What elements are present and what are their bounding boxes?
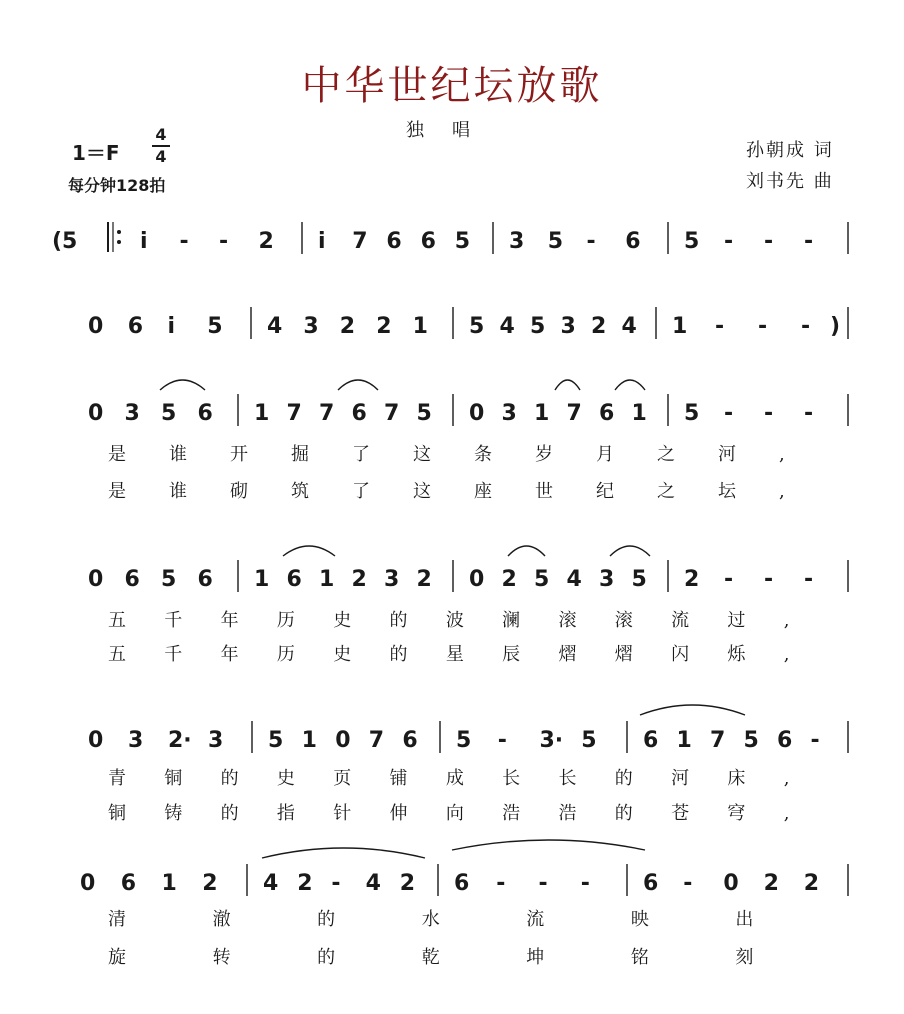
score-note: 1 bbox=[676, 728, 692, 753]
lyric-char: , bbox=[779, 444, 785, 465]
slur-arc bbox=[452, 840, 645, 850]
lyric-char: 史 bbox=[276, 768, 295, 789]
score-note: - bbox=[764, 401, 774, 426]
score-note: 0 bbox=[469, 567, 485, 592]
score-note: 1 bbox=[301, 728, 317, 753]
lyric-char: 是 bbox=[108, 481, 126, 502]
score-note: - bbox=[801, 314, 811, 339]
slur-arc bbox=[610, 546, 650, 556]
score-note: 5 bbox=[547, 229, 564, 254]
lyric-char: 岁 bbox=[535, 444, 553, 465]
score-note: 2 bbox=[351, 567, 367, 592]
score-note: 5 bbox=[454, 229, 471, 254]
performance-type: 独唱 bbox=[406, 120, 498, 141]
lyric-char: 史 bbox=[333, 644, 352, 665]
lyric-char: , bbox=[783, 610, 790, 631]
lyric-char: 世 bbox=[535, 481, 553, 502]
lyric-char: 的 bbox=[389, 610, 408, 631]
slur-arc bbox=[338, 380, 378, 390]
lyric-char: 历 bbox=[276, 644, 295, 665]
lyric-char: 页 bbox=[333, 768, 352, 789]
lyric-char: 铭 bbox=[630, 947, 649, 968]
lyric-char: 千 bbox=[164, 644, 183, 665]
score-note: 7 bbox=[566, 401, 582, 426]
lyric-char: 坤 bbox=[526, 947, 545, 968]
score-note: 0 bbox=[88, 314, 104, 339]
score-note: 5 bbox=[416, 401, 432, 426]
score-note: 6 bbox=[777, 728, 793, 753]
lyric-char: 波 bbox=[445, 610, 464, 631]
lyric-char: 熠 bbox=[614, 644, 633, 665]
score-note: - bbox=[758, 314, 768, 339]
score-note: 7 bbox=[286, 401, 302, 426]
score-note: 1 bbox=[534, 401, 550, 426]
lyric-char: , bbox=[783, 803, 790, 824]
score-note: 2 bbox=[763, 871, 779, 896]
lyric-char: 澈 bbox=[212, 909, 231, 930]
lyric-char: 之 bbox=[657, 481, 675, 502]
score-note: 3 bbox=[128, 728, 144, 753]
score-note: 5 bbox=[456, 728, 472, 753]
lyric-char: 的 bbox=[614, 803, 633, 824]
lyric-char: 坛 bbox=[718, 481, 736, 502]
score-note: 3 bbox=[509, 229, 525, 254]
score-note: 3 bbox=[124, 401, 140, 426]
score-note: - bbox=[804, 229, 814, 254]
lyric-char: 铜 bbox=[108, 803, 126, 824]
lyric-char: 浩 bbox=[558, 803, 577, 824]
score-note: - bbox=[497, 728, 507, 753]
lyric-char: 烁 bbox=[727, 644, 746, 665]
score-note: 2 bbox=[297, 871, 313, 896]
slur-arc bbox=[283, 546, 335, 556]
slur-arc bbox=[640, 705, 745, 715]
lyric-char: 这 bbox=[413, 444, 431, 465]
score-note: 0 bbox=[88, 567, 104, 592]
score-note: - bbox=[724, 567, 734, 592]
score-note: 5 bbox=[581, 728, 597, 753]
lyric-char: , bbox=[783, 644, 790, 665]
key-signature: 1＝F bbox=[72, 141, 120, 165]
score-note: 1 bbox=[254, 401, 270, 426]
score-note: 5 bbox=[684, 401, 700, 426]
score-note: i bbox=[140, 229, 148, 254]
score-note: - bbox=[586, 229, 596, 254]
score-note: 6 bbox=[127, 314, 144, 339]
lyric-char: 刻 bbox=[735, 947, 754, 968]
score-note: 0 bbox=[88, 728, 104, 753]
score-note: - bbox=[724, 229, 734, 254]
score-note: 7 bbox=[319, 401, 335, 426]
score-note: - bbox=[764, 567, 774, 592]
score-note: 3· bbox=[539, 728, 564, 753]
lyric-char: 这 bbox=[413, 481, 431, 502]
repeat-dot bbox=[117, 240, 121, 244]
score-note: 0 bbox=[335, 728, 351, 753]
score-note: 2 bbox=[591, 314, 607, 339]
closing-paren: ) bbox=[830, 314, 841, 339]
lyric-char: 针 bbox=[333, 803, 352, 824]
lyric-char: 清 bbox=[108, 909, 126, 930]
score-note: 7 bbox=[384, 401, 400, 426]
score-note: 4 bbox=[499, 314, 515, 339]
lyric-char: 闪 bbox=[671, 644, 690, 665]
score-note: 2 bbox=[803, 871, 820, 896]
lyric-char: 出 bbox=[735, 909, 754, 930]
score-note: 5 bbox=[534, 567, 550, 592]
score-note: - bbox=[538, 871, 548, 896]
score-note: 6 bbox=[386, 229, 402, 254]
score-note: 5 bbox=[161, 401, 177, 426]
lyric-char: 铺 bbox=[389, 768, 408, 789]
lyric-char: 月 bbox=[596, 444, 614, 465]
score-note: - bbox=[804, 401, 814, 426]
score-note: - bbox=[331, 871, 341, 896]
score-note: 5 bbox=[469, 314, 485, 339]
lyric-char: 向 bbox=[445, 803, 464, 824]
score-note: 4 bbox=[566, 567, 582, 592]
score-note: 1 bbox=[412, 314, 428, 339]
score-note: 4 bbox=[621, 314, 637, 339]
slur-arc bbox=[160, 380, 205, 390]
score-note: 5 bbox=[530, 314, 546, 339]
score-note: 2 bbox=[501, 567, 517, 592]
lyric-char: 指 bbox=[276, 803, 295, 824]
score-note: 6 bbox=[643, 871, 659, 896]
lyric-char: 了 bbox=[352, 444, 370, 465]
score-note: - bbox=[580, 871, 590, 896]
score-note: - bbox=[179, 229, 189, 254]
lyric-char: 筑 bbox=[291, 481, 309, 502]
time-signature-top: 4 bbox=[155, 125, 167, 144]
lyric-char: 熠 bbox=[558, 644, 577, 665]
score-note: 5 bbox=[743, 728, 759, 753]
lyric-char: 谁 bbox=[169, 481, 187, 502]
lyric-char: 伸 bbox=[389, 803, 408, 824]
lyric-char: 的 bbox=[220, 803, 239, 824]
lyric-char: 转 bbox=[212, 947, 231, 968]
lyric-char: 浩 bbox=[502, 803, 521, 824]
score-note: 1 bbox=[319, 567, 335, 592]
score-note: 0 bbox=[80, 871, 96, 896]
lyric-char: , bbox=[779, 481, 785, 502]
score-note: - bbox=[804, 567, 814, 592]
score-note: 7 bbox=[710, 728, 726, 753]
lyric-char: 星 bbox=[445, 644, 464, 665]
score-note: 5 bbox=[161, 567, 177, 592]
score-note: - bbox=[764, 229, 774, 254]
song-title: 中华世纪坛放歌 bbox=[301, 63, 603, 109]
time-signature-bottom: 4 bbox=[155, 147, 167, 166]
lyric-char: 滚 bbox=[614, 610, 633, 631]
score-note: 6 bbox=[197, 401, 213, 426]
slur-arc bbox=[555, 380, 580, 390]
lyric-char: 史 bbox=[333, 610, 352, 631]
lyric-char: 乾 bbox=[421, 947, 440, 968]
lyric-char: 映 bbox=[630, 909, 649, 930]
lyric-char: 纪 bbox=[596, 481, 614, 502]
lyric-char: 流 bbox=[526, 909, 545, 930]
score-note: 4 bbox=[263, 871, 279, 896]
lyric-char: 成 bbox=[445, 768, 464, 789]
score-note: 6 bbox=[124, 567, 140, 592]
lyricist-credit: 孙朝成 词 bbox=[746, 140, 834, 161]
score-note: i bbox=[318, 229, 326, 254]
lyric-char: 条 bbox=[474, 444, 492, 465]
score-note: 3 bbox=[501, 401, 517, 426]
score-note: 7 bbox=[368, 728, 385, 753]
lyric-char: 座 bbox=[474, 481, 492, 502]
lyric-char: 开 bbox=[230, 444, 248, 465]
slur-arc bbox=[262, 848, 425, 858]
score-note: 3 bbox=[560, 314, 576, 339]
lyric-char: 铜 bbox=[164, 768, 183, 789]
lyric-char: 河 bbox=[718, 444, 736, 465]
score-note: 4 bbox=[365, 871, 381, 896]
lyric-char: 千 bbox=[164, 610, 183, 631]
lyric-char: 流 bbox=[671, 610, 690, 631]
pickup-note: (5 bbox=[52, 229, 78, 254]
score-note: 6 bbox=[402, 728, 418, 753]
lyric-char: 旋 bbox=[108, 947, 126, 968]
score-note: 3 bbox=[599, 567, 615, 592]
composer-credit: 刘书先 曲 bbox=[746, 171, 834, 192]
score-note: 5 bbox=[684, 229, 700, 254]
score-note: 2 bbox=[202, 871, 218, 896]
score-note: 5 bbox=[631, 567, 647, 592]
score-note: 6 bbox=[599, 401, 615, 426]
lyric-char: 年 bbox=[220, 610, 239, 631]
score-note: 2 bbox=[339, 314, 356, 339]
score-note: 6 bbox=[454, 871, 470, 896]
score-note: 2 bbox=[399, 871, 416, 896]
lyric-char: 是 bbox=[108, 444, 126, 465]
score-note: 0 bbox=[723, 871, 739, 896]
lyric-char: 了 bbox=[352, 481, 370, 502]
lyric-char: 长 bbox=[558, 768, 577, 789]
score-note: 5 bbox=[207, 314, 223, 339]
lyric-char: 的 bbox=[389, 644, 408, 665]
score-note: i bbox=[167, 314, 176, 339]
repeat-dot bbox=[117, 230, 121, 234]
score-note: 6 bbox=[625, 229, 641, 254]
score-note: 7 bbox=[352, 229, 368, 254]
score-note: - bbox=[724, 401, 734, 426]
score-note: 2 bbox=[684, 567, 700, 592]
lyric-char: 滚 bbox=[558, 610, 577, 631]
lyric-char: 苍 bbox=[671, 803, 690, 824]
lyric-char: 之 bbox=[657, 444, 675, 465]
lyric-char: 砌 bbox=[230, 481, 248, 502]
score-note: 2 bbox=[258, 229, 274, 254]
score-note: 3 bbox=[208, 728, 224, 753]
lyric-char: 穹 bbox=[727, 803, 746, 824]
slur-arc bbox=[615, 380, 645, 390]
score-note: 5 bbox=[268, 728, 284, 753]
score-note: 4 bbox=[267, 314, 283, 339]
score-note: 6 bbox=[351, 401, 367, 426]
score-note: 1 bbox=[161, 871, 177, 896]
lyric-char: , bbox=[783, 768, 790, 789]
score-note: 2 bbox=[376, 314, 392, 339]
lyric-char: 谁 bbox=[169, 444, 187, 465]
score-note: - bbox=[715, 314, 725, 339]
slur-arc bbox=[508, 546, 545, 556]
score-note: 0 bbox=[88, 401, 104, 426]
score-note: 2 bbox=[416, 567, 432, 592]
score-note: - bbox=[496, 871, 506, 896]
score-note: 2· bbox=[168, 728, 192, 753]
lyric-char: 年 bbox=[220, 644, 239, 665]
lyric-char: 青 bbox=[108, 768, 126, 789]
score-note: 1 bbox=[254, 567, 270, 592]
lyric-char: 的 bbox=[614, 768, 633, 789]
score-note: - bbox=[219, 229, 229, 254]
lyric-char: 五 bbox=[108, 644, 126, 665]
score-note: 1 bbox=[672, 314, 688, 339]
lyric-char: 长 bbox=[502, 768, 521, 789]
lyric-char: 历 bbox=[276, 610, 295, 631]
lyric-char: 铸 bbox=[164, 803, 183, 824]
lyric-char: 河 bbox=[671, 768, 690, 789]
score-note: - bbox=[683, 871, 693, 896]
score-note: 6 bbox=[643, 728, 659, 753]
lyric-char: 五 bbox=[108, 610, 126, 631]
lyric-char: 辰 bbox=[502, 644, 521, 665]
score-note: 6 bbox=[420, 229, 436, 254]
lyric-char: 床 bbox=[727, 768, 746, 789]
score-note: 1 bbox=[631, 401, 647, 426]
score-note: 6 bbox=[286, 567, 302, 592]
score-note: 3 bbox=[384, 567, 400, 592]
lyric-char: 的 bbox=[317, 947, 336, 968]
lyric-char: 澜 bbox=[502, 610, 521, 631]
lyric-char: 的 bbox=[220, 768, 239, 789]
tempo-marking: 每分钟128拍 bbox=[68, 176, 166, 195]
lyric-char: 过 bbox=[727, 610, 746, 631]
score-note: 0 bbox=[469, 401, 485, 426]
score-note: 3 bbox=[303, 314, 319, 339]
lyric-char: 的 bbox=[317, 909, 336, 930]
score-note: 6 bbox=[120, 871, 137, 896]
lyric-char: 水 bbox=[421, 909, 440, 930]
score-note: 6 bbox=[197, 567, 213, 592]
lyric-char: 掘 bbox=[291, 444, 309, 465]
score-note: - bbox=[810, 728, 820, 753]
